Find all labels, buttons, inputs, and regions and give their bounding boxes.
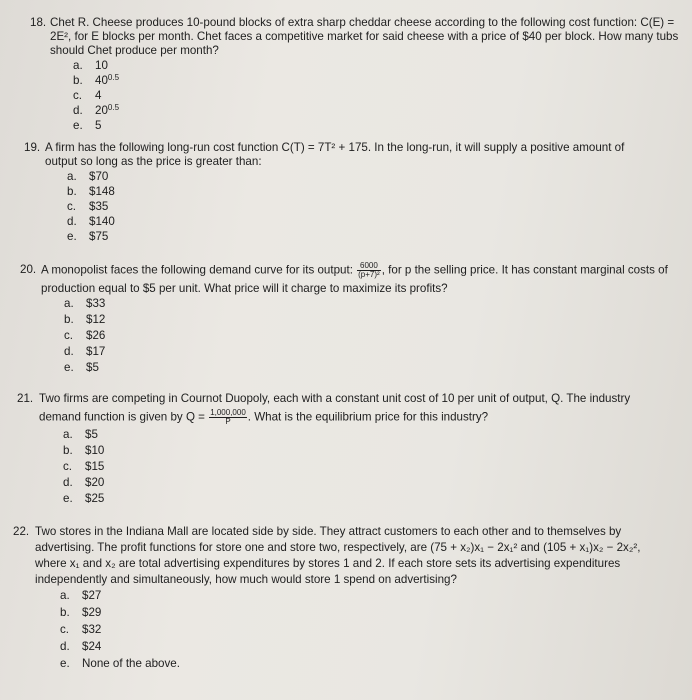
option-e[interactable]: e. $5 [64, 361, 99, 374]
question-line: independently and simultaneously, how much would store 1 spend on advertising? [35, 573, 457, 586]
option-b[interactable]: b. $29 [60, 606, 102, 619]
option-a[interactable]: a. 10 [73, 59, 108, 72]
question-line: production equal to $5 per unit. What price will it charge to maximize its profits? [41, 282, 448, 295]
question-line: demand function is given by Q = $\frac{1,000,000}{P}$ . What is the equilibrium price for this industry? [39, 408, 489, 426]
question-number: 21. [17, 392, 34, 405]
question-line: 2E², for E blocks per month. Chet faces a competitive market for said cheese with a price of $40 per block. How many tubs [50, 30, 679, 43]
option-c[interactable]: c. $35 [67, 200, 109, 213]
option-d[interactable]: d. $20 [63, 476, 105, 489]
question-line: Chet R. Cheese produces 10-pound blocks of extra sharp cheddar cheese according to the following cost function: C(E) = [50, 16, 675, 29]
option-b[interactable]: b. $148 [67, 185, 115, 198]
option-a[interactable]: a. $33 [64, 297, 106, 310]
option-d[interactable]: d. $20^{0.5}$ [73, 103, 120, 117]
question-number: 22. [13, 525, 30, 538]
option-c[interactable]: c. $26 [64, 329, 106, 342]
option-e[interactable]: e. $75 [67, 230, 109, 243]
question-line: should Chet produce per month? [50, 44, 219, 57]
option-d[interactable]: d. $140 [67, 215, 115, 228]
option-c[interactable]: c. $32 [60, 623, 102, 636]
option-d[interactable]: d. $24 [60, 640, 102, 653]
question-line: advertising. The profit functions for store one and store two, respectively, are (75 + x₂)x₁ − 2x₁² and (105 + x₁)x₂ − 2x₂², [35, 541, 641, 554]
option-d[interactable]: d. $17 [64, 345, 106, 358]
question-number: 20. [20, 263, 37, 276]
option-b[interactable]: b. $12 [64, 313, 106, 326]
option-a[interactable]: a. $5 [63, 428, 98, 441]
question-line: A monopolist faces the following demand curve for its output: $\frac{6000}{\text{(p+7)²}}$ , for p the selling price. It has constant marginal costs of [41, 261, 668, 279]
option-e[interactable]: e. 5 [73, 119, 102, 132]
option-b[interactable]: b. $40^{0.5}$ [73, 73, 120, 87]
option-a[interactable]: a. $70 [67, 170, 109, 183]
option-c[interactable]: c. 4 [73, 89, 102, 102]
question-line: Two firms are competing in Cournot Duopoly, each with a constant unit cost of 10 per unit of output, Q. The industry [39, 392, 631, 405]
question-line: output so long as the price is greater than: [45, 155, 262, 168]
question-number: 19. [24, 141, 41, 154]
option-a[interactable]: a. $27 [60, 589, 102, 602]
option-e[interactable]: e. None of the above. [60, 657, 180, 670]
question-number: 18. [30, 16, 47, 29]
option-c[interactable]: c. $15 [63, 460, 105, 473]
question-line: A firm has the following long-run cost function C(T) = 7T² + 175. In the long-run, it will supply a positive amount of [45, 141, 625, 154]
question-line: where x₁ and x₂ are total advertising expenditures by stores 1 and 2. If each store sets its advertising expenditures [35, 557, 621, 570]
option-b[interactable]: b. $10 [63, 444, 105, 457]
option-e[interactable]: e. $25 [63, 492, 105, 505]
question-line: Two stores in the Indiana Mall are located side by side. They attract customers to each other and to themselves by [35, 525, 622, 538]
